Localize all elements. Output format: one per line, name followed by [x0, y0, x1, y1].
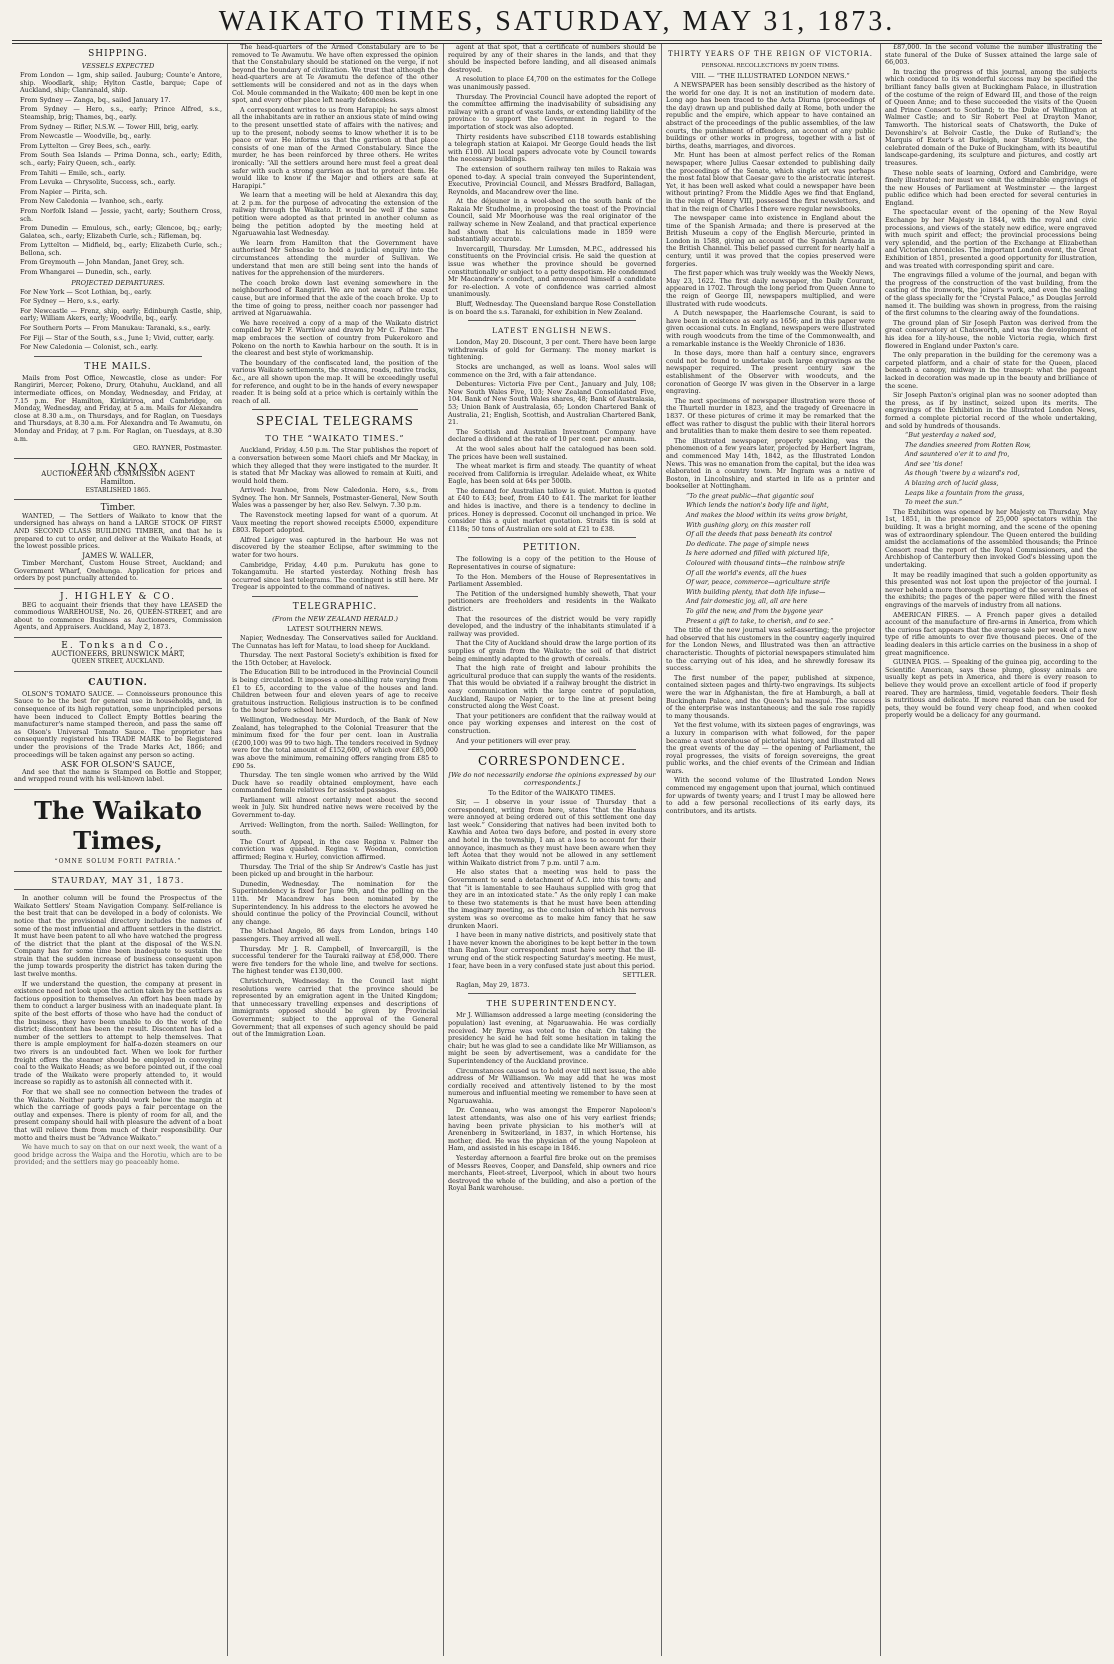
divider [468, 749, 636, 750]
news-paragraph: Yesterday afternoon a fearful fire broke out on the premises of Messrs Reeves, Cooper, and Dansfeld, ship owners and rice merchants, Fleet-street, Liverpool, which in about two hours destroyed the whole of the building, and also a portion of the Royal Bank warehouse. [448, 1154, 656, 1193]
letter-paragraph: Sir, — I observe in your issue of Thursday that a correspondent, writing from here, states “that the Hauhaus were annoyed at being ordered out of this settlement one day last week.” Considering that natives had been invited both to Kawhia and Aotea two days before, and posted in every store and hotel in the township, I am at a loss to account for their annoyance, inasmuch as they must have been aware when they left Aotea that they would not be allowed in any settlement within Waikato district from 7 p.m. until 7 a.m. [448, 798, 656, 867]
news-paragraph: A resolution to place £4,700 on the estimates for the College was unanimously passed. [448, 75, 656, 91]
mails-sign: GEO. RAYNER, Postmaster. [133, 444, 222, 453]
waller-text: Timber Merchant, Custom House Street, Auckland; and Government Wharf, Onehunga. Application for prices and orders by post punctually attended to. [14, 559, 222, 583]
vessel-entry: From South Sea Islands — Prima Donna, sch., early; Edith, sch., early; Fairy Queen, sch., early. [20, 151, 222, 167]
telegram-paragraph: The Ravenstock meeting lapsed for want of a quorum. At Vaux meeting the report showed receipts £5000, expenditure £803. Report adopted. [232, 511, 438, 535]
news-paragraph: Dr. Conneau, who was amongst the Emperor Napoleon's latest attendants, was also one of his very earliest friends; having been private physician to his mother's will at Arenenberg in Switzerland, in 1837, in which Hortense, his mother, died. He was the physician of the young Napoleon at Ham, and assisted in his escape in 1846. [448, 1106, 656, 1153]
divider [14, 671, 222, 672]
southern-paragraph: Wellington, Wednesday. Mr Murdoch, of the Bank of New Zealand, has telegraphed to the Colonial Treasurer that the minimum fixed for the four per cent. loan in Australia (£200,100) was 99 to two high. The tenders received in Sydney were for the total amount of £152,600, of which over £85,000 was above the minimum, remaining offers ranging from £85 to £90 5s. [232, 715, 438, 770]
article-paragraph: Mr. Hunt has been at almost perfect relics of the Roman newspaper, where Julius Caesar extended to publishing daily the proceedings of the Senate, which single art was perhaps the most fatal blow that Caesar gave to the aristocratic interest. Yet, it has been well asked what could a newspaper have been without printing? From the Middle Ages we find that England, in the reign of Henry VIII, possessed the first newsletters, and that in the reign of Charles I there were regular newsbooks. [666, 151, 875, 213]
waller-name: JAMES W. WALLER, [82, 551, 154, 560]
departure-entry: For New Caledonia — Colonist, sch., early. [20, 343, 159, 352]
column-2 [232, 44, 438, 1656]
southern-paragraph: Parliament will almost certainly meet about the second week in July. Six hundred native news were received by the Government to-day. [232, 795, 438, 820]
paper-motto: “OMNE SOLUM FORTI PATRIA.” [54, 857, 182, 865]
poem-line: A blazing arch of lucid glass, [905, 479, 999, 488]
vessel-entry: From Whangarei — Dunedin, sch., early. [20, 268, 152, 277]
departure-entry: For New York — Scot Lothian, bq., early. [20, 287, 152, 296]
telegram-paragraph: Alfred Leiger was captured in the harbour. He was not discovered by the steamer Eclipse, after swimming to the water for two hours. [232, 535, 438, 560]
news-paragraph: The head-quarters of the Armed Constabulary are to be removed to Te Awamutu. We have often expressed the opinion that the Constabulary should be stationed on the verge, if not beyond the boundary of civilization. We trust that although the head-quarters are at Te Awamutu the defence of the other settlements will be considered and not as in the days when Col. Moule commanded in the Waikato; 400 men be kept in one spot, and every other place left nearly defenceless. [232, 44, 438, 105]
departure-entry: For Newcastle — Frenz, ship, early; Edinburgh Castle, ship, early; William Akers, early; Woodville, bq., early. [20, 306, 222, 323]
divider [14, 458, 222, 459]
special-telegrams-sub: TO THE “WAIKATO TIMES.” [265, 434, 405, 444]
telegram-paragraph: Cambridge, Friday, 4.40 p.m. Purukutu has gone to Tokangamutu. He started yesterday. Nothing fresh has occurred since last telegrams. The contingent is still here. Mr Tregear is appointed to the command of natives. [232, 560, 438, 592]
vessel-entry: From Tahiti — Emile, sch., early. [20, 168, 126, 177]
article-paragraph: Yet the first volume, with its sixteen pages of engravings, was a luxury in comparison with what followed, for the paper became a vast storehouse of pictorial history, and illustrated all the great events of the day — the opening of Parliament, the royal progresses, the visits of foreign sovereigns, the great public works, and the chief events of the Crimean and Indian wars. [666, 721, 875, 775]
correspondence-note: [We do not necessarily endorse the opinions expressed by our correspondents.] [448, 771, 656, 788]
poem-line: To meet the sun.” [905, 498, 963, 507]
article-paragraph: The next specimens of newspaper illustration were those of the Thurtell murder in 1823, and the tragedy of Greenacre in 1837. Of these pictures of crime it may be remarked that the effect was rather to disgust the public with their literal horrors and brutalities than to make them desire to see them repeated. [666, 396, 875, 436]
petition-paragraph: That the City of Auckland should draw the large portion of its supplies of grain from the Waikato; the soil of that district being eminently adapted to the growth of cereals. [448, 639, 656, 663]
petition-paragraph: That the high rate of freight and labour prohibits the agricultural produce that can supply the wants of the residents. That this would be obviated if a railway brought the district in easy communication with the large centre of population, Auckland, Raupo or Napier, or to the line at present being constructed along the West Coast. [448, 664, 656, 711]
telegraphic-sub: (From the NEW ZEALAND HERALD.) [272, 615, 398, 623]
olson-heading: ASK FOR OLSON'S SAUCE, [60, 760, 176, 770]
article-paragraph: The title of the new journal was self-asserting; the projector had observed that his customers in the country eagerly inquired for the London News, and Illustrated was then an attractive characteristic. Thoughts of pictorial newspapers stimulated him to the carrying out of his idea, and he shrewdly foresaw its success. [666, 626, 875, 673]
news-paragraph: Invercargill, Thursday. Mr Lumsden, M.P.C., addressed his constituents on the Provincial crisis. He said the question at issue was whether the province should be governed constitutionally or subject to a petty despotism. He condemned Mr Macandrew's conduct, and announced himself a candidate for re-election. A vote of confidence was carried almost unanimously. [448, 244, 656, 299]
poem-line: With building plenty, that doth life infuse— [686, 587, 826, 596]
vessel-entry: From Lyttelton — Midfield, bq., early; Elizabeth Curle, sch.; Bellona, sch. [20, 241, 222, 257]
poem [666, 493, 875, 625]
poem-line: Which lends the nation's body life and light, [686, 501, 829, 510]
letter-signature: SETTLER. [622, 971, 656, 980]
divider [252, 596, 418, 597]
divider [14, 889, 222, 890]
article-paragraph: The first number of the paper, published at sixpence, contained sixteen pages and thirty-two engravings. Its subjects were the war in Afghanistan, the fire at Hamburgh, a ball at Buckingham Palace, and the Queen's bal masqué. The success of the enterprise was instantaneous; and the sale rose rapidly to many thousands. [666, 673, 875, 720]
column-divider [880, 44, 881, 1656]
vessel-entry: From Greymouth — John Mandan, Janet Grey, sch. [20, 258, 185, 267]
news-paragraph: Thirty residents have subscribed £118 towards establishing a telegraph station at Kaiapoi. Mr George Gould heads the list with £100. All local papers advocate vote by Council towards the necessary buildings. [448, 132, 656, 164]
poem-line: “To the great public—that gigantic soul [686, 491, 814, 500]
victoria-heading: THIRTY YEARS OF THE REIGN OF VICTORIA. [667, 50, 873, 58]
editorial-paragraph: If we understand the question, the company at present in existence need not look upon the action taken by the settlers as factious opposition to themselves. An effort has been made by them to conduct a larger business with an inadequate plant. In spite of the best efforts of those who have had the conduct of the business, they have been unable to do the work of the district; discontent has been the result. Discontent has led a number of the settlers to attempt to help themselves. That there is ample employment for half-a-dozen steamers on our two rivers is an undoubted fact. When we look for further freight offers the steamer should be employed in conveying coal to the Waikato Heads; as we before pointed out, if the coal trade of the Waikato were properly attended to, it would increase so rapidly as to astonish all connected with it. [14, 979, 222, 1087]
masthead-rule [12, 40, 1102, 41]
article-paragraph: With the second volume of the Illustrated London News commenced my engagement upon that journal, which continued for upwards of twenty years; and I trust I may be allowed here to add a few personal recollections of its early days, its contributors, and its artists. [666, 776, 875, 815]
caution-heading: CAUTION. [88, 677, 148, 688]
shipping-heading: SHIPPING. [88, 49, 148, 59]
dunedin-paragraph: Thursday. Mr J. R. Campbell, of Invercargill, is the successful tenderer for the Tauraki railway at £58,000. There were five tenders for the whole line, and twelve for sections. The highest tender was £130,000. [232, 944, 438, 976]
article-paragraph: The spectacular event of the opening of the New Royal Exchange by her Majesty in 1844, with the royal and civic processions, and views of the stately new edifice, were engraved with much spirit and effect; the provincial processions being very splendid, and the portion of the Exchange at Elizabethan and Victorian chronicles. The important London event, the Great Exhibition of 1851, presented a good opportunity for illustration, and was treated with corresponding spirit and care. [885, 208, 1097, 270]
divider [14, 871, 222, 872]
poem-line: To gild the new, and from the bygone year [686, 607, 823, 615]
dunedin-paragraph: The Michael Angelo, 86 days from London, brings 140 passengers. They arrived all well. [232, 927, 438, 943]
poem-line: And see 'tis done! [905, 459, 963, 468]
article-paragraph: GUINEA PIGS. — Speaking of the guinea pig, according to the Scientific American, says these plump, glossy animals are usually kept as pets in America, and there is every reason to believe they would prove an excellent article of food if properly reared. They are harmless, timid, vegetable feeders. Their flesh is nutritious and delicate. If more reared than can be used for pets, they would be found very cheap food, and when cooked properly would be a delicacy for any gourmand. [885, 658, 1097, 720]
english-paragraph: Stocks are unchanged, as well as loans. Wool sales will commence on the 3rd, with a fair attendance. [448, 362, 656, 379]
tonks-name: E. Tonks and Co., [61, 641, 175, 652]
petition-paragraph: That the resources of the district would be very rapidly developed, and the industry of the inhabitants stimulated if a railway was provided. [448, 614, 656, 638]
article-paragraph: A NEWSPAPER has been sensibly described as the history of the world for one day. It is not an institution of modern date. Long ago has been traced to the Acta Diurna (proceedings of the day) drawn up and published daily at Rome, both under the republic and the empire, which appear to have contained an abstract of the proceedings of the public assemblies, of the law courts, the punishment of offenders, an account of any public buildings or other works in progress, together with a list of births, deaths, marriages, and divorces. [666, 81, 875, 150]
telegram-paragraph: Arrived: Ivanhoe, from New Caledonia. Hero, s.s., from Sydney. The hon. Mr Sannels, Postmaster-General, New South Wales was a passenger by her, also Rev. Selwyn. 7.30 p.m. [232, 486, 438, 510]
poem-line: Coloured with thousand tints—the rainbow strife [686, 559, 845, 568]
news-paragraph: agent at that spot, that a certificate of numbers should be required by any of their shares in the lands, and that they should be inspected before landing, and all diseased animals destroyed. [448, 44, 656, 74]
olson-text: And see that the name is Stamped on Bottle and Stopper, and wrapped round with his well-known label. [14, 767, 222, 784]
southern-paragraph: Napier, Wednesday. The Conservatives sailed for Auckland. The Cunnatas has left for Matau, to load sheep for Auckland. [232, 634, 438, 650]
column-5 [885, 44, 1097, 1656]
column-3 [448, 44, 656, 1656]
vessel-entry: From Napier — Pirita, sch. [20, 187, 108, 196]
poem-line: Of all the world's events, all the hues [686, 568, 807, 577]
knox-place: Hamilton. [100, 477, 136, 486]
news-paragraph: The boundary of the confiscated land, the position of the various Waikato settlements, the streams, roads, native tracks, &c., are all shown upon the map. It will be exceedingly useful for reference, and ought to be in the hands of every newspaper reader. It is being sold at a price which is certainly within the reach of all. [232, 358, 438, 405]
superintendency-paragraph: Circumstances caused us to hold over till next issue, the able address of Mr Williamson. We may add that he was most cordially received and attentively listened to by the most numerous and influential meeting we remember to have seen at Ngaruawahia. [448, 1066, 656, 1105]
highley-text: BEG to acquaint their friends that they have LEASED the commodious WAREHOUSE, No. 26, QUEEN-STREET, and are about to commence Business as Auctioneers, Commission Agents, and Appraisers. Auckland, May 2, 1873. [14, 600, 222, 632]
petition-paragraph: To the Hon. Members of the House of Representatives in Parliament Assembled. [448, 572, 656, 589]
editorial-paragraph: For that we shall see no connection between the trades of the Waikato. Neither party should work below the margin at which the carriage of goods pays a fair percentage on the outlay and expenses. There is plenty of room for all, and the present company should hail with pleasure the advent of a boat that will relieve them from much of their responsibility. Our motto and theirs must be “Advance Waikato.” [14, 1087, 222, 1142]
poem-line: Is here adorned and filled with pictured life, [686, 549, 830, 558]
column-divider [443, 44, 444, 1656]
column-1 [14, 44, 222, 1656]
article-paragraph: The only preparation in the building for the ceremony was a carpeted platform, and a chair of state for the Queen, placed beneath a canopy, midway in the transept: what the pageant lacked in decoration was made up in the beauty and brilliance of the scene. [885, 351, 1097, 390]
departure-entry: For Southern Ports — From Manukau: Taranaki, s.s., early. [20, 324, 211, 333]
article-paragraph: £87,000. In the second volume the number illustrating the state funeral of the Duke of Sussex attained the large sale of 66,003. [885, 44, 1097, 67]
correspondence-heading: CORRESPONDENCE. [477, 754, 627, 769]
letter-paragraph: I have been in many native districts, and positively state that I have never known the aborigines to be kept better in the town than Raglan. Your correspondent must have sorry that the ill-wrung end of the stick respecting Saturday's meeting. He must, I fear, have been in a very confused state just about this period. [448, 931, 656, 970]
vessel-entry: From Sydney — Hero, s.s., early; Prince Alfred, s.s., Steamship, brig; Thames, bq., early. [20, 105, 222, 121]
caution-text: OLSON'S TOMATO SAUCE. — Connoisseurs pronounce this Sauce to be the best for general use in households, and, in consequence of its high reputation, some unprincipled persons have been induced to Collect Empty Bottles bearing the manufacturer's name stamped thereon, and pass the same off as Olson's Universal Tomato Sauce. The proprietor has consequently registered his TRADE MARK to be Registered under the provisions of the Trade Marks Act, 1866; and proceedings will be taken against any person so acting. [14, 689, 222, 759]
poem-line: Of war, peace, commerce—agriculture strife [686, 578, 830, 587]
news-paragraph: Thursday. The Provincial Council have adopted the report of the committee affirming the inadvisability of subsidising any railway with a grant of waste lands, or extending liability of the province to support the Government in regard to the importation of stock was also adopted. [448, 92, 656, 131]
divider [14, 789, 222, 790]
departures-heading: PROJECTED DEPARTURES. [71, 278, 165, 287]
english-paragraph: The demand for Australian tallow is quiet. Mutton is quoted at £40 to £43; beef, from £40 to £41. The market for leather and hides is inactive, and there is a tendency to decline in prices. Honey is depressed. Coconut oil unchanged in price. We consider this a quiet market quotation. Straits tin is sold at £118s; 50 tons of Australian ore sold at £21 to £38. [448, 486, 656, 533]
editorial-paragraph: We have much to say on that on our next week, the want of a good bridge across the Waipa and the Horotiu, which are to be provided; and the settlers may go peaceably home. [14, 1143, 222, 1167]
vessel-entry: From Lyttelton — Grey Bees, sch., early. [20, 141, 151, 150]
tonks-place: QUEEN STREET, AUCKLAND. [71, 658, 165, 666]
poem-line: And fair domestic joy, all, all are here [686, 597, 808, 606]
poem-line: The dandies sneered from Rotten Row, [905, 440, 1031, 449]
departures-list [14, 289, 222, 352]
article-paragraph: The engravings filled a volume of the journal, and began with the progress of the construction of the vast building, from the casting of the ironwork, the joiner's work, and even the sealing of the glass specially for the “Crystal Palace,” as Douglas Jerrold named it. The building was shown in progress, from the raising of the first columns to the clearing away of the foundations. [885, 271, 1097, 318]
poem [885, 432, 1097, 507]
vessel-entry: From Sydney — Zanga, bq., sailed January 17. [20, 95, 171, 104]
article-paragraph: These noble seats of learning, Oxford and Cambridge, were finely illustrated; nor must we omit the admirable engravings of the new Houses of Parliament at Westminster — the largest public edifice which had been erected for several centuries in England. [885, 168, 1097, 207]
departure-entry: For Sydney — Hero, s.s., early. [20, 297, 120, 306]
letter-date: Raglan, May 29, 1873. [456, 980, 530, 989]
victoria-section: VIII. — “THE ILLUSTRATED LONDON NEWS.” [691, 72, 850, 80]
article-paragraph: The illustrated newspaper, properly speaking, was the phenomenon of a few years later, projected by Herbert Ingram, and commenced May 14th, 1842, as the Illustrated London News. This was no emanation from the capital, but the idea was elaborated in a country town. Mr Ingram was a native of Boston, in Lincolnshire, and started in life as a printer and bookseller at Nottingham. [666, 436, 875, 491]
vessels-list [14, 72, 222, 277]
english-paragraph: The wheat market is firm and steady. The quantity of wheat received from California is irregular. Adelaide wheat, ex White Eagle, has been sold at 64s per 500lb. [448, 462, 656, 486]
news-paragraph: Bluff, Wednesday. The Queensland barque Rose Constellation is on board the s.s. Taranaki, for exhibition in New Zealand. [448, 300, 656, 316]
divider [252, 409, 418, 410]
southern-paragraph: The Education Bill to be introduced in the Provincial Council is being circulated. It imposes a one-shilling rate varying from £1 to £5, according to the value of the houses and land. Children between four and eleven years of age to receive gratuitous instruction. Religious instruction is to be confined to the hour before school hours. [232, 668, 438, 715]
knox-name: JOHN KNOX, [70, 460, 166, 474]
masthead-title: WAIKATO TIMES, SATURDAY, MAY 31, 1873. [218, 6, 896, 37]
divider [14, 499, 222, 500]
article-paragraph: A Dutch newspaper, the Haarlemsche Courant, is said to have been in existence as early as 1656; and in this paper were given occasional cuts. In England, newspapers were illustrated with rough woodcuts from the time of the Commonwealth, and a remarkable instance is the Weekly Chronicle of 1836. [666, 309, 875, 348]
vessel-entry: From Levuka — Chrysolite, Success, sch., early. [20, 178, 176, 187]
poem-line: And sauntered o'er it to and fro, [905, 450, 1010, 459]
poem-line: With gushing glory, on this master roll [686, 520, 811, 529]
southern-news-heading: LATEST SOUTHERN NEWS. [286, 625, 383, 633]
telegraphic-heading: TELEGRAPHIC. [292, 602, 378, 612]
vessel-entry: From Norfolk Island — Jessie, yacht, early; Southern Cross, sch. [20, 206, 222, 223]
petition-heading: PETITION. [522, 543, 582, 554]
paper-date: STAURDAY, MAY 31, 1873. [51, 875, 185, 885]
divider [14, 588, 222, 589]
poem-line: Leaps like a fountain from the grass, [905, 488, 1025, 497]
news-paragraph: The coach broke down last evening somewhere in the neighbourhood of Rangiriri. We are not aware of the exact cause, but are informed that the axle of the coach broke. Up to the time of going to press, neither coach nor passenger had arrived at Ngaruawahia. [232, 278, 438, 318]
highley-name: J. HIGHLEY & CO. [60, 592, 176, 603]
poem-line: Of all the deeds that pass beneath its control [686, 530, 832, 539]
divider [468, 537, 636, 538]
southern-paragraph: Thursday. The ten single women who arrived by the Wild Duck have so readily obtained employment, have each commanded female relatives for assisted passages. [232, 771, 438, 795]
news-paragraph: A correspondent writes to us from Harapipi; he says almost all the inhabitants are in rather an anxious state of mind owing to the present unsettled state of affairs with the natives; and up to the present, nobody seems to know whether it is to be peace or war. He informs us that the garrison at that place consists of one man of the Armed Constabulary. Since the murder, he has been reinforced by three others. He writes ironically: “All the settlers around here must feel a great deal safer with such a strong garrison as that to protect them. He would like to know if the Major and others are safe at Harapipi.” [232, 105, 438, 190]
poem-line: “But yesterday a naked sod, [905, 431, 997, 440]
news-paragraph: The extension of southern railway ten miles to Rakaia was opened to-day. A special train conveyed the Superintendent, Executive, Provincial Council, and Messrs Bradford, Ballagan, Reynolds, and Macandrew over the line. [448, 164, 656, 196]
mails-text: Mails from Post Office, Newcastle, close as under: For Rangiriri, Mercer, Pokeno, Drury, Otahuhu, Auckland, and all intermediate offices, on Monday, Wednesday, and Friday, at 7.15 p.m. For Hamilton, Kirikiriroa, and Cambridge, on Monday, Wednesday, and Friday, at 5 a.m. Mails for Alexandra close at 8.30 a.m., on Thursdays, and for Raglan, on Tuesdays and Thursdays, at 8.30 a.m. For Alexandra and Te Awamutu, on Monday and Friday, at 7 p.m. For Raglan, on Tuesdays, at 8.30 a.m. [14, 373, 222, 443]
mails-heading: THE MAILS. [84, 361, 152, 372]
petition-paragraph: And your petitioners will ever pray. [456, 736, 571, 745]
editorial-paragraph: In another column will be found the Prospectus of the Waikato Settlers' Steam Navigation Company. Self-reliance is the best trait that can be developed in a body of colonists. We notice that the provisional directory includes the names of some of the most influential and affluent settlers in the district. It must have been patent to all who have watched the progress of the district that the plant at the disposal of the W.S.N. Company has for some time been inadequate to sustain the strain that the sudden increase of business consequent upon the jump towards prosperity the district has taken during the last twelve months. [14, 894, 222, 979]
english-news-heading: LATEST ENGLISH NEWS. [491, 326, 613, 336]
timber-text: WANTED, — The Settlers of Waikato to know that the undersigned has always on hand a LARGE STOCK OF FIRST AND SECOND CLASS BUILDING TIMBER, and that he is prepared to cut to order, and deliver at the Waikato Heads, at the lowest possible prices. [14, 511, 222, 551]
vessel-entry: From Dunedin — Emulous, sch., early; Glencoe, bq.; early; Galatea, sch., early; Elizabeth Curle, sch.; Rifleman, bq. [20, 224, 222, 240]
superintendency-heading: THE SUPERINTENDENCY. [486, 999, 618, 1009]
article-paragraph: In tracing the progress of this journal, among the subjects which conduced to its wonderful success may be specified the brilliant fancy balls given at Buckingham Palace, in illustration of the costume of the reign of Edward III, and those of the reign of Queen Anne; and to these succeeded the visits of the Queen and Prince Consort to Scotland; to the Duke of Wellington at Walmer Castle; and to Sir Robert Peel at Drayton Manor, Tamworth. The historical seats of Chatsworth, the Duke of Devonshire's at Belvoir Castle, the Duke of Rutland's; the Marquis of Exeter's at Burleigh, near Stamford; Stowe, the celebrated domain of the Duke of Buckingham, with its beautiful landscape-gardening, its sculpture and pictures, and costly art treasures. [885, 67, 1097, 167]
knox-title: AUCTIONEER AND COMMISSION AGENT [41, 470, 195, 479]
correspondence-to: To the Editor of the WAIKATO TIMES. [488, 789, 616, 798]
article-paragraph: AMERICAN FIRES. — A French paper gives a detailed account of the manufacture of fire-arms in America, from which the curious fact appears that the average sale per week of a new type of rifle amounts to over five thousand pieces. One of the leading dealers in this article carries on the business in a shop of great magnificence. [885, 610, 1097, 657]
english-paragraph: The Scottish and Australian Investment Company have declared a dividend at the rate of 10 per cent. per annum. [448, 427, 656, 444]
column-divider [227, 44, 228, 1656]
letter-paragraph: He also states that a meeting was held to pass the Government to send a detachment of A.C. into this town; and that “it is lamentable to see Hauhaus supplied with grog that they are in an intoxicated state.” As the only reply I can make to these two statements is that he must have been attending the imaginary meeting, as the conclusion of which his nervous system was so overcome as to make him fancy that he saw drunken Maori. [448, 868, 656, 930]
petition-paragraph: That your petitioners are confident that the railway would at once pay working expenses and interest on the cost of construction. [448, 711, 656, 735]
news-paragraph: We learn from Hamilton that the Government have authorised Mr Sebsacke to hold a judicial enquiry into the circumstances attending the murder of Sullivan. We understand that men are still being sent into the hands of natives for the apprehension of the murderers. [232, 238, 438, 278]
divider [14, 637, 222, 638]
column-4 [666, 44, 875, 1656]
vessels-heading: VESSELS EXPECTED [81, 62, 155, 70]
petition-paragraph: The Petition of the undersigned humbly sheweth, That your petitioners are freeholders and residents in the Waikato district. [448, 589, 656, 613]
article-paragraph: The Exhibition was opened by her Majesty on Thursday, May 1st, 1851, in the presence of 25,000 spectators within the building. It was a bright morning, and the scene of the opening was of extraordinary splendour. The Queen entered the building amidst the acclamations of the assembled thousands; the Prince Consort read the report of the Royal Commissioners, and the Archbishop of Canterbury then invoked God's blessing upon the undertaking. [885, 507, 1097, 569]
column-divider [661, 44, 662, 1656]
vessel-entry: From Sydney — Rifler, N.S.W. — Tower Hill, brig, early. [20, 122, 199, 131]
article-paragraph: The newspaper came into existence in England about the time of the Spanish Armada; and there is preserved at the British Museum a copy of the English Mercurie, printed in London in 1588, giving an account of the Spanish Armada in the British Channel. This belief passed current for nearly half a century, until it was proved that the copies preserved were forgeries. [666, 214, 875, 268]
poem-line: As though 'twere by a wizard's rod, [905, 469, 1020, 478]
article-paragraph: The ground plan of Sir Joseph Paxton was derived from the great conservatory at Chatsworth, and was the development of his idea for a lily-house, the noble Victoria regia, which first flowered in England under Paxton's care. [885, 318, 1097, 350]
divider [468, 993, 636, 994]
timber-heading: Timber. [100, 503, 136, 514]
masthead [0, 6, 1114, 38]
article-paragraph: Sir Joseph Paxton's original plan was no sooner adopted than the press, as if by instinct, seized upon its merits. The engravings of the Exhibition in the Illustrated London News, formed a complete pictorial record of the whole undertaking, and sold by hundreds of thousands. [885, 391, 1097, 430]
divider [468, 320, 636, 321]
article-paragraph: In those days, more than half a century since, engravers could not be found to undertake such large engravings as the newspaper required. The present century saw the establishment of the Observer with woodcuts, and the coronation of George IV was given in the Observer in a large engraving. [666, 349, 875, 396]
superintendency-paragraph: Mr J. Williamson addressed a large meeting (considering the population) last evening, at Ngaruawahia. He was cordially received. Mr Byrne was voted to the chair. On taking the presidency he said he had felt some hesitation in taking the chair; but he was glad to see a candidate like Mr Williamson, as might be seen by advertisement, was a candidate for the Superintendency of the Auckland province. [448, 1011, 656, 1065]
article-paragraph: It may be readily imagined that such a golden opportunity as this presented was not lost upon the projector of the journal. I never beheld a more thorough reporting of the several classes of the exhibits; the pages of the paper were filled with the finest engravings of the marvels of industry from all nations. [885, 570, 1097, 609]
poem-line: Do dedicate. The page of simple news [686, 539, 810, 548]
special-telegrams-heading: SPECIAL TELEGRAMS [256, 414, 414, 429]
victoria-sub: PERSONAL RECOLLECTIONS BY JOHN TIMBS. [701, 63, 840, 69]
dunedin-paragraph: Dunedin, Wednesday. The nomination for the Superintendency is fixed for June 9th, and the polling on the 11th. Mr Macandrew has been nominated by the Superintendency. In his address to the electors he avowed he should continue the policy of the Provincial Council, without any change. [232, 879, 438, 926]
poem-line: And makes the blood within its veins grow bright, [686, 511, 848, 520]
departure-entry: For Fiji — Star of the South, s.s., June 1; Vivid, cutter, early. [20, 333, 215, 342]
southern-paragraph: Arrived: Wellington, from the north. Sailed: Wellington, for south. [232, 820, 438, 837]
vessel-entry: From Newcastle — Woodville, bq., early. [20, 132, 152, 141]
news-paragraph: We have received a copy of a map of the Waikato district compiled by Mr F. Warrilow and drawn by Mr C. Palmer. The map embraces the section of country from Pukerokoro and Pokeno on the north to Kawhia harbour on the south. It is in the clearest and best style of workmanship. [232, 318, 438, 358]
vessel-entry: From New Caledonia — Ivanhoe, sch., early. [20, 197, 164, 206]
news-paragraph: At the déjeuner in a wool-shed on the south bank of the Rakaia Mr Studholme, in proposing the toast of the Provincial Council, said Mr Moorhouse was the real originator of the railway scheme in New Zealand, and that practical experience had shown that his calculations made in 1859 were substantially accurate. [448, 197, 656, 244]
dunedin-paragraph: Christchurch, Wednesday. In the Council last night resolutions were carried that the province should be represented by an emigration agent in the United Kingdom; that unnecessary travelling expenses and descriptions of immigrants opposed should be given by Provincial Government; subject to the approval of the General Government; that all expenses of such agency should be paid out of the Immigration Loan. [232, 976, 438, 1039]
southern-paragraph: Thursday. The next Pastoral Society's exhibition is fixed for the 15th October, at Havelock. [232, 651, 438, 667]
southern-paragraph: The Court of Appeal, in the case Regina v. Palmer the conviction was quashed. Regina v. Woodman, conviction affirmed; Regina v. Hurley, conviction affirmed. [232, 837, 438, 862]
divider [34, 356, 202, 357]
paper-name: The Waikato Times, [34, 795, 202, 855]
vessel-entry: From London — 1gm, ship sailed. Jauburg; Counte’e Antore, ship. Woodlark, ship; Hylton Castle, barque; Cape of Auckland, ship; Clanranald, ship. [20, 71, 222, 95]
english-paragraph: At the wool sales about half the catalogued has been sold. The prices have been well sustained. [448, 444, 656, 461]
southern-paragraph: Thursday. The Trial of the ship Sr Andrew's Castle has just been picked up and brought in the harbour. [232, 862, 438, 879]
telegram-paragraph: Auckland, Friday, 4.50 p.m. The Star publishes the report of a conversation between some Maori chiefs and Mr Mackay, in which they alleged that they were instigated to the murder. It is stated that Mr Mackay was allowed to remain at Kuiti, and would hold them. [232, 446, 438, 485]
news-paragraph: We learn that a meeting will be held at Alexandra this day, at 2 p.m. for the purpose of advocating the extension of the railway through the Waikato. It would be well if the same petition were adopted as that printed in another column as being the petition adopted by the meeting held at Ngaruawahia last Wednesday. [232, 191, 438, 238]
knox-est: ESTABLISHED 1865. [85, 486, 151, 494]
article-paragraph: The first paper which was truly weekly was the Weekly News, May 23, 1622. The first daily newspaper, the Daily Courant, appeared in 1702. Through the long period from Queen Anne to the reign of George III, newspapers multiplied, and were illustrated with rude woodcuts. [666, 269, 875, 308]
poem-line: Present a gift to take, to cherish, and to see.” [686, 616, 834, 625]
english-paragraph: Debentures: Victoria Five per Cent., January and July, 108; New South Wales Five, 103; New Zealand Consolidated Five, 104. Bank of New South Wales shares, 48; Bank of Australasia, 53; Union Bank of Australasia, 65; London Chartered Bank of Australia, 21; English, Scottish, and Australian Chartered Bank, 21. [448, 380, 656, 427]
petition-paragraph: The following is a copy of the petition to the House of Representatives in course of signature: [448, 555, 656, 572]
english-paragraph: London, May 20. Discount, 3 per cent. There have been large withdrawals of gold for Germany. The money market is tightening. [448, 338, 656, 362]
tonks-title: AUCTIONEERS, BRUNSWICK MART, [51, 649, 185, 658]
